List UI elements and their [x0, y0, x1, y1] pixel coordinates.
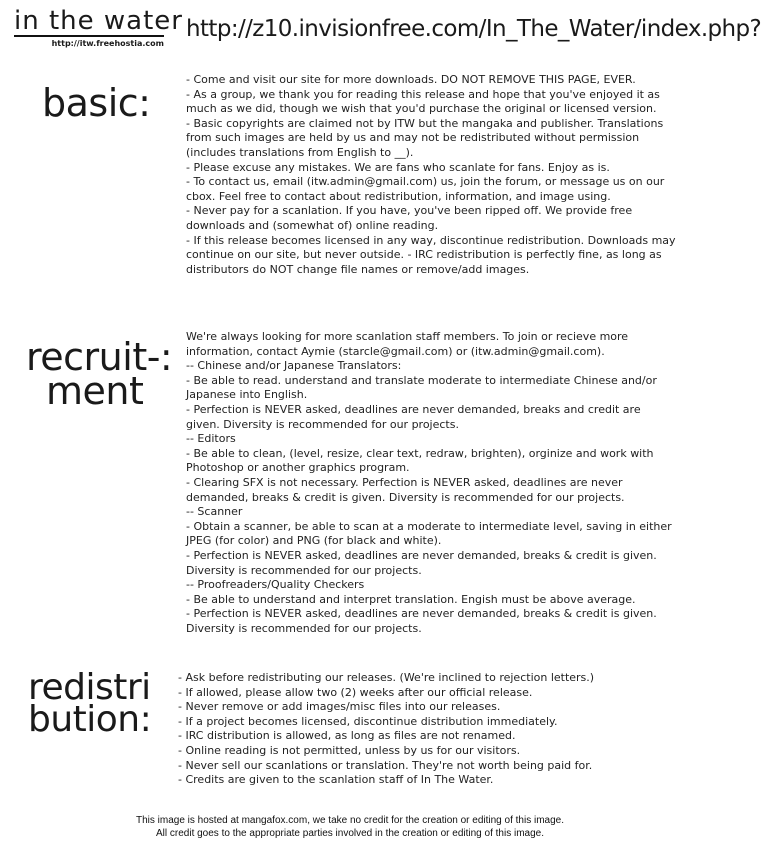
logo-title: in the water: [14, 6, 183, 36]
logo-url: http://itw.freehostia.com: [51, 39, 164, 48]
body-line: - Perfection is NEVER asked, deadlines are never demanded, breaks and credit are given. Diversity is recommended for our projects.: [186, 402, 641, 431]
body-line: - Perfection is NEVER asked, deadlines are never demanded, breaks & credit is given. Diversity is recommended for our projects.: [186, 548, 657, 577]
body-line: - If a project becomes licensed, discontinue distribution immediately.: [178, 714, 558, 728]
body-line: -- Scanner: [186, 505, 243, 519]
section-title-redistribution: [28, 667, 152, 740]
body-line: - Online reading is not permitted, unless by us for our visitors.: [178, 743, 521, 757]
body-line: - Be able to clean, (level, resize, clear text, redraw, brighten), orginize and work with Photoshop or another graphics program.: [186, 446, 654, 475]
site-url: http://z10.invisionfree.com/In_The_Water/index.php?: [186, 16, 761, 42]
body-line: - Never sell our scanlations or translation. They're not worth being paid for.: [178, 758, 593, 772]
section-title-basic: [42, 81, 151, 125]
body-line: - If this release becomes licensed in any way, discontinue redistribution. Downloads may continue on our site, but never outside. - IRC redistribution is perfectly fine, as long as distributors do NOT change file names or remove/add images.: [186, 233, 676, 276]
body-line: - As a group, we thank you for reading this release and hope that you've enjoyed it as much as we did, though we wish that you'd purchase the original or licensed version.: [186, 87, 660, 116]
body-line: - Basic copyrights are claimed not by ITW but the mangaka and publisher. Translations from such images are held by us and may not be redistributed without permission (includes translations from English to __).: [186, 116, 664, 159]
body-line: - Never pay for a scanlation. If you have, you've been ripped off. We provide free downloads and (somewhat of) online reading.: [186, 204, 633, 232]
body-line: -- Editors: [186, 432, 236, 446]
body-line: - Be able to understand and interpret translation. Engish must be above average.: [186, 592, 636, 606]
footer-line: This image is hosted at mangafox.com, we take no credit for the creation or editing of this image.: [136, 815, 564, 826]
body-line: - IRC distribution is allowed, as long as files are not renamed.: [178, 729, 516, 743]
body-line: -- Proofreaders/Quality Checkers: [186, 578, 365, 592]
body-line: - Please excuse any mistakes. We are fans who scanlate for fans. Enjoy as is.: [186, 160, 610, 174]
body-line: - Credits are given to the scanlation staff of In The Water.: [178, 773, 494, 787]
body-line: - To contact us, email (itw.admin@gmail.com) us, join the forum, or message us on our cbox. Feel free to contact about redistribution, information, and image using.: [186, 175, 665, 203]
hosting-notice: [0, 815, 700, 840]
itw-logo: [14, 6, 183, 48]
body-line: -- Chinese and/or Japanese Translators:: [186, 359, 402, 373]
title-line: ment: [46, 369, 144, 413]
body-line: - Perfection is NEVER asked, deadlines are never demanded, breaks & credit is given. Diversity is recommended for our projects.: [186, 607, 657, 635]
body-line: - Never remove or add images/misc files into our releases.: [178, 700, 501, 714]
title-line: basic:: [42, 81, 151, 125]
body-line: - Clearing SFX is not necessary. Perfection is NEVER asked, deadlines are never demanded, breaks & credit is given. Diversity is recommended for our projects.: [186, 475, 625, 504]
footer-line: All credit goes to the appropriate parties involved in the creation or editing of this image.: [156, 827, 544, 839]
section-body-redistribution: [178, 671, 673, 788]
body-line: - Come and visit our site for more downloads. DO NOT REMOVE THIS PAGE, EVER.: [186, 73, 636, 86]
body-line: - Ask before redistributing our releases. (We're inclined to rejection letters.): [178, 671, 595, 684]
body-line: - If allowed, please allow two (2) weeks after our official release.: [178, 685, 533, 699]
title-line: recruit-:: [26, 335, 173, 379]
body-line: We're always looking for more scanlation staff members. To join or recieve more information, contact Aymie (starcle@gmail.com) or (itw.admin@gmail.com).: [186, 330, 629, 358]
title-line: redistri: [28, 667, 151, 708]
section-title-recruitment: [26, 335, 173, 413]
section-body-recruitment: [186, 330, 676, 636]
title-line: bution:: [28, 699, 152, 740]
body-line: - Be able to read. understand and translate moderate to intermediate Chinese and/or Japanese into English.: [186, 373, 657, 402]
section-body-basic: [186, 73, 676, 277]
body-line: - Obtain a scanner, be able to scan at a moderate to intermediate level, saving in either JPEG (for color) and PNG (for black and white).: [186, 519, 672, 548]
